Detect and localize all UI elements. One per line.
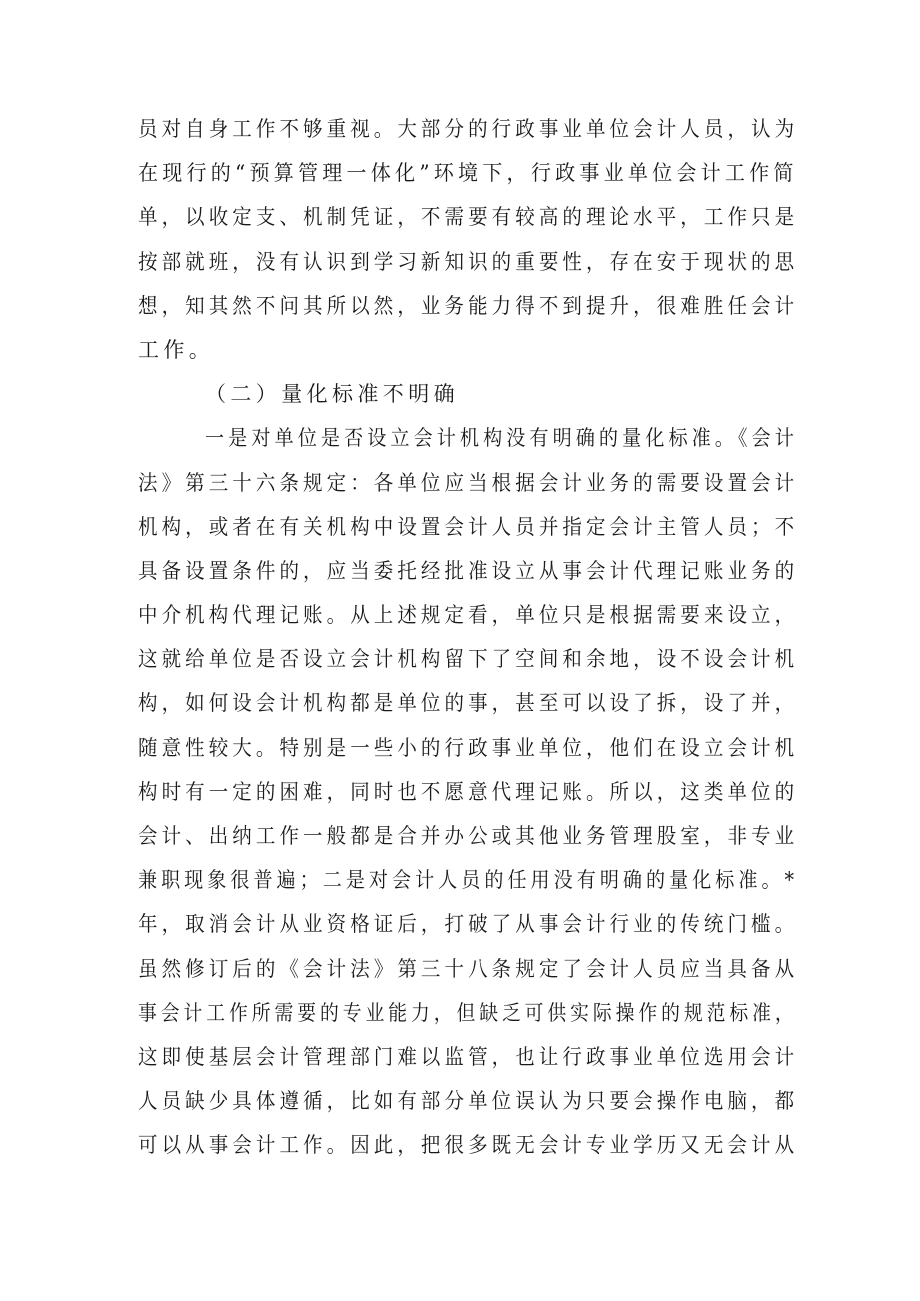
text-line: 法》第三十六条规定：各单位应当根据会计业务的需要设置会计 [138, 470, 798, 495]
text-line: 年，取消会计从业资格证后，打破了从事会计行业的传统门槛。 [138, 912, 798, 937]
text-line: 单，以收定支、机制凭证，不需要有较高的理论水平，工作只是 [138, 205, 798, 230]
text-line: 构，如何设会计机构都是单位的事，甚至可以设了拆，设了并， [138, 691, 798, 716]
text-line: 工作。 [138, 337, 215, 362]
text-line: 一是对单位是否设立会计机构没有明确的量化标准。《会计 [205, 426, 798, 451]
text-line: 想，知其然不问其所以然，业务能力得不到提升，很难胜任会计 [138, 293, 798, 318]
text-line: 员对自身工作不够重视。大部分的行政事业单位会计人员，认为 [138, 117, 798, 141]
text-line: 兼职现象很普遍；二是对会计人员的任用没有明确的量化标准。* [138, 868, 798, 893]
text-line: 会计、出纳工作一般都是合并办公或其他业务管理股室，非专业 [138, 824, 798, 848]
text-line: 虽然修订后的《会计法》第三十八条规定了会计人员应当具备从 [138, 956, 798, 981]
body-text [138, 107, 798, 1168]
text-line: 中介机构代理记账。从上述规定看，单位只是根据需要来设立， [138, 603, 798, 628]
text-line: 事会计工作所需要的专业能力，但缺乏可供实际操作的规范标准， [138, 1000, 798, 1025]
text-line: 构时有一定的困难，同时也不愿意代理记账。所以，这类单位的 [138, 779, 798, 804]
text-line: 按部就班，没有认识到学习新知识的重要性，存在安于现状的思 [138, 249, 798, 274]
text-line: 具备设置条件的，应当委托经批准设立从事会计代理记账业务的 [138, 558, 798, 583]
text-line: 人员缺少具体遵循，比如有部分单位误认为只要会操作电脑，都 [138, 1089, 798, 1114]
text-line: 可以从事会计工作。因此，把很多既无会计专业学历又无会计从 [138, 1133, 798, 1158]
text-line: 这即使基层会计管理部门难以监管，也让行政事业单位选用会计 [138, 1044, 798, 1069]
text-line: 机构，或者在有关机构中设置会计人员并指定会计主管人员；不 [138, 514, 798, 539]
text-line: 在现行的“预算管理一体化”环境下，行政事业单位会计工作简 [138, 161, 798, 186]
section-heading: （二）量化标准不明确 [205, 382, 459, 407]
text-line: 随意性较大。特别是一些小的行政事业单位，他们在设立会计机 [138, 735, 798, 760]
text-line: 这就给单位是否设立会计机构留下了空间和余地，设不设会计机 [138, 647, 798, 672]
